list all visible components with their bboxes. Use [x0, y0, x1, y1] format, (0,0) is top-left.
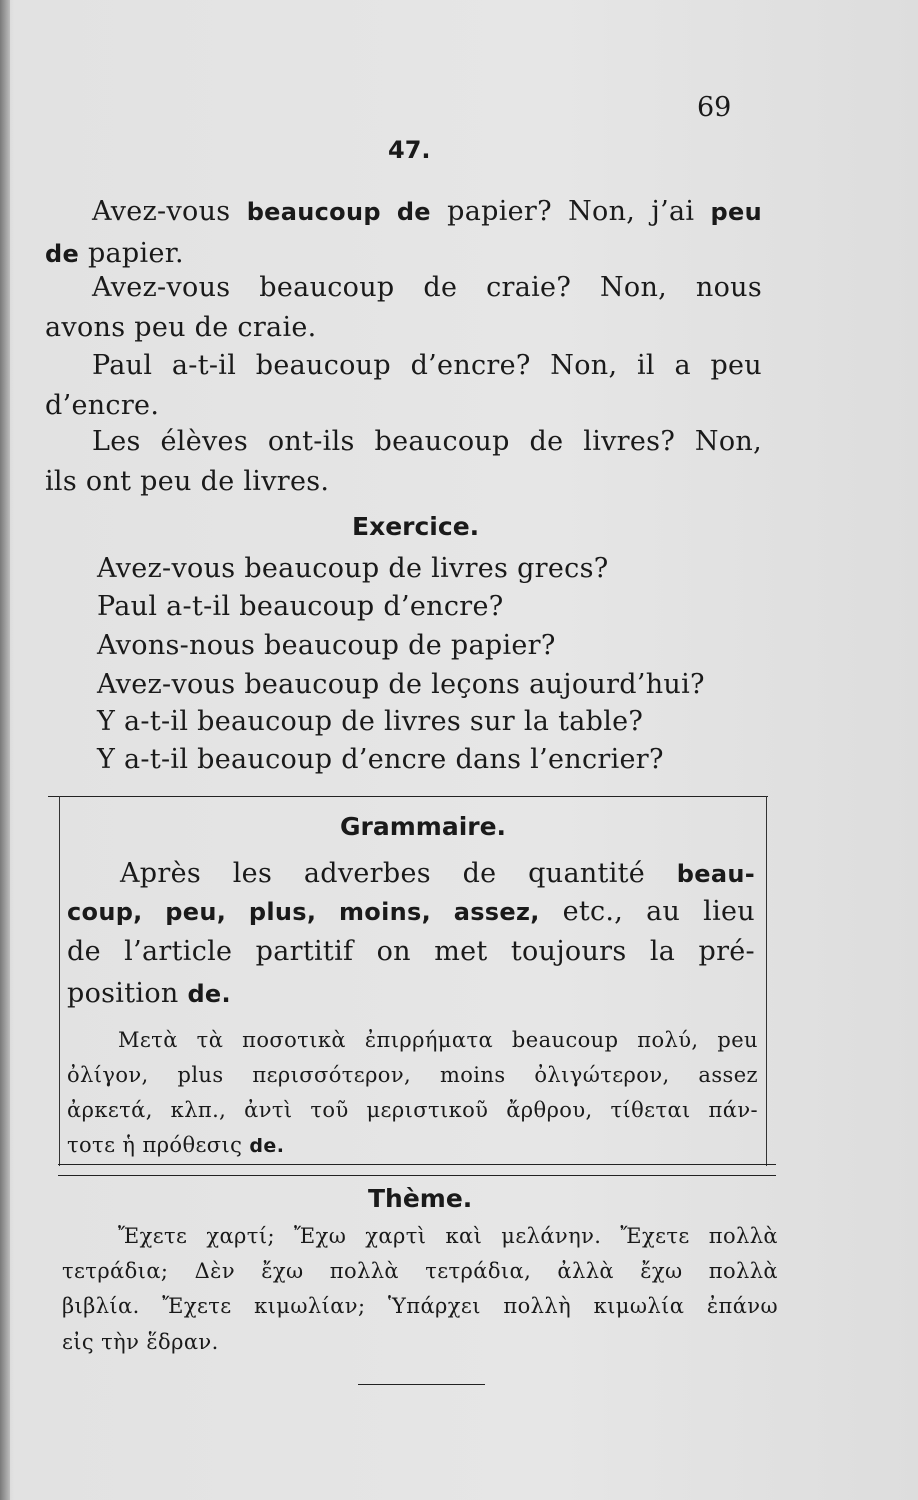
dialogue-line-8: ils ont peu de livres. [45, 466, 330, 497]
theme-heading: Thème. [368, 1184, 473, 1213]
dialogue-text: Avez-vous [92, 196, 247, 227]
theme-line-2: τετράδια; Δὲν ἔχω πολλὰ τετράδια, ἀλλὰ ἔχω πολλὰ [62, 1259, 778, 1283]
grammaire-line-2 [67, 896, 755, 927]
section-number: 47. [388, 136, 431, 164]
grammaire-text: position [67, 978, 188, 1009]
dialogue-line-3: Avez-vous beaucoup de craie? Non, nous [92, 272, 762, 303]
theme-line-3: βιβλία. Ἔχετε κιμωλίαν; Ὑπάρχει πολλὴ κιμωλία ἐπάνω [62, 1294, 778, 1318]
grammaire-bottom-rule [58, 1164, 776, 1165]
grammaire-heading: Grammaire. [340, 812, 507, 841]
grammaire-top-rule [48, 796, 768, 797]
end-rule [358, 1384, 485, 1385]
exercice-line-3: Avons-nous beaucoup de papier? [97, 630, 556, 661]
dialogue-line-7: Les élèves ont-ils beaucoup de livres? Non, [92, 426, 762, 457]
exercice-line-6: Y a-t-il beaucoup d’encre dans l’encrier? [97, 744, 664, 775]
grammaire-bold: beau- [676, 860, 755, 888]
dialogue-line-2 [45, 238, 184, 269]
dialogue-text: papier. [79, 238, 184, 269]
dialogue-text: papier? Non, j’ai [430, 196, 711, 227]
grammaire-greek-line-2: ὀλίγον, plus περισσότερον, moins ὀλιγώτερον, assez [67, 1063, 758, 1087]
exercice-line-5: Y a-t-il beaucoup de livres sur la table? [97, 706, 644, 737]
grammaire-text: etc., au lieu [539, 896, 755, 927]
dialogue-bold: beaucoup de [246, 198, 431, 226]
dialogue-line-5: Paul a-t-il beaucoup d’encre? Non, il a peu [92, 350, 762, 381]
grammaire-text: Après les adverbes de quantité [120, 858, 677, 889]
exercice-heading: Exercice. [352, 512, 480, 541]
theme-line-1: Ἔχετε χαρτί; Ἔχω χαρτὶ καὶ μελάνην. Ἔχετε πολλὰ [118, 1224, 778, 1248]
exercice-line-1: Avez-vous beaucoup de livres grecs? [97, 553, 609, 584]
page-number: 69 [697, 92, 732, 123]
grammaire-greek-line-4 [67, 1133, 284, 1157]
dialogue-line-1 [92, 196, 762, 227]
exercice-line-4: Avez-vous beaucoup de leçons aujourd’hui? [97, 669, 705, 700]
grammaire-line-1 [120, 858, 755, 889]
dialogue-bold: de [45, 240, 80, 268]
grammaire-left-rule [59, 796, 60, 1166]
grammaire-greek-bold: de. [249, 1135, 285, 1157]
grammaire-bottom-rule-2 [58, 1175, 776, 1176]
exercice-line-2: Paul a-t-il beaucoup d’encre? [97, 591, 504, 622]
grammaire-bold: coup, peu, plus, moins, assez, [67, 898, 540, 926]
grammaire-right-rule [766, 796, 767, 1166]
dialogue-line-6: d’encre. [45, 390, 160, 421]
dialogue-line-4: avons peu de craie. [45, 312, 317, 343]
theme-line-4: εἰς τὴν ἕδραν. [62, 1330, 219, 1354]
grammaire-greek-text: τοτε ἡ πρόθεσις [67, 1133, 250, 1157]
grammaire-line-3: de l’article partitif on met toujours la pré- [67, 936, 755, 967]
grammaire-bold: de. [187, 980, 231, 1008]
grammaire-line-4 [67, 978, 231, 1009]
grammaire-greek-line-3: ἀρκετά, κλπ., ἀντὶ τοῦ μεριστικοῦ ἄρθρου, τίθεται πάν- [67, 1098, 758, 1122]
grammaire-greek-line-1: Μετὰ τὰ ποσοτικὰ ἐπιρρήματα beaucoup πολύ, peu [118, 1028, 758, 1052]
book-spine-shadow [0, 0, 10, 1500]
dialogue-bold: peu [710, 198, 762, 226]
